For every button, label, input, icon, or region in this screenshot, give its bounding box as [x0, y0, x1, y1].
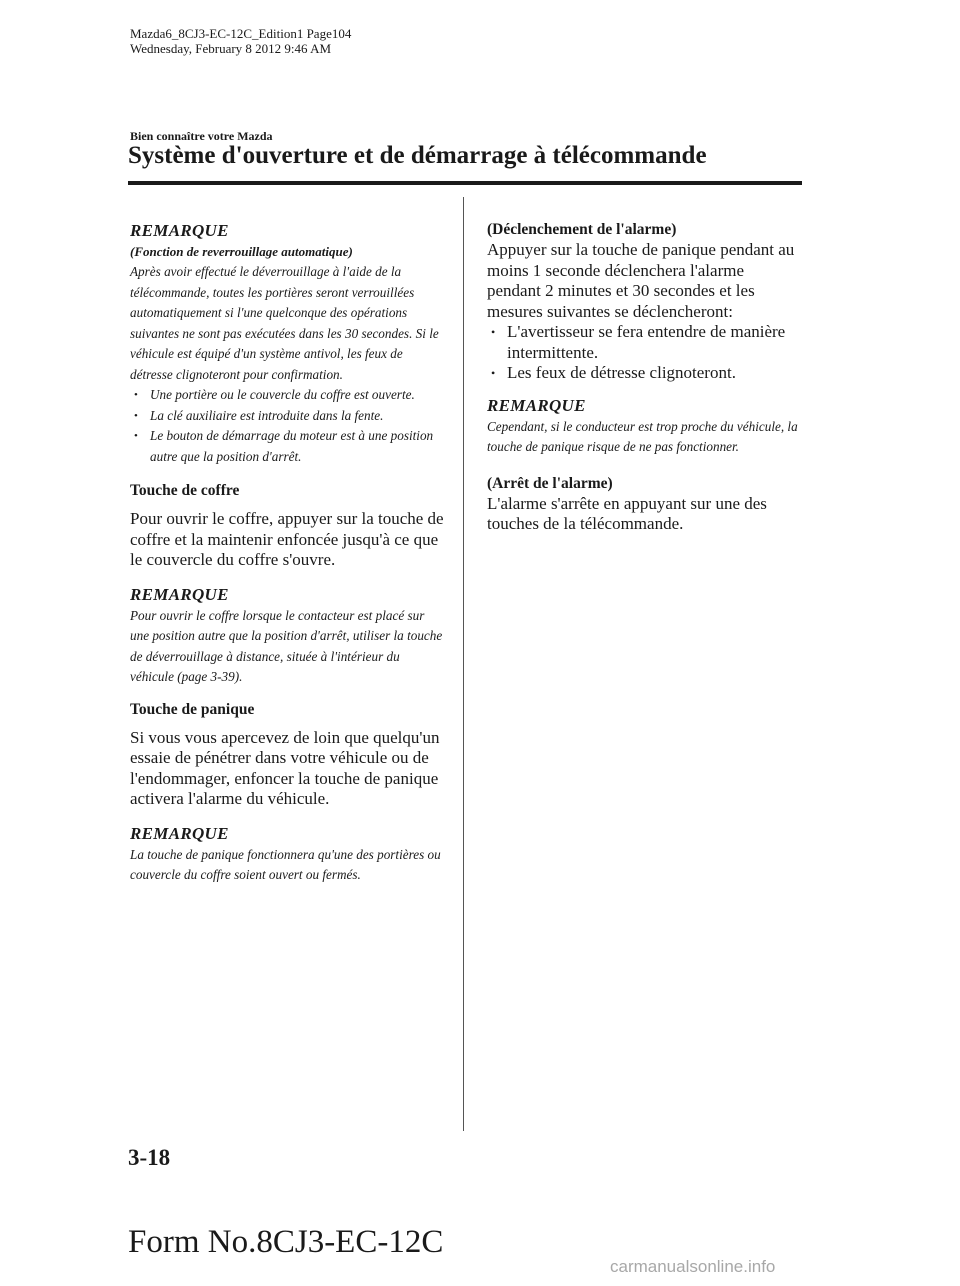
alarm-trigger-section: [487, 220, 802, 384]
remarque-text: La touche de panique fonctionnera qu'une des portières ou couvercle du coffre soient ouvert ou fermés.: [130, 846, 441, 882]
page-number: 3-18: [128, 1145, 171, 1170]
column-divider: [463, 197, 464, 1131]
remarque-heading: REMARQUE: [487, 395, 586, 415]
print-header: [130, 26, 351, 56]
remarque-trunk: [130, 585, 445, 688]
bullet-icon: •: [134, 409, 138, 422]
section-text: Si vous vous apercevez de loin que quelqu'un essaie de pénétrer dans votre véhicule ou de l'endommager, enfoncer la touche de panique activera l'alarme du véhicule.: [130, 727, 440, 808]
list-item: • Les feux de détresse clignoteront.: [491, 363, 736, 382]
bullet-icon: •: [491, 325, 496, 339]
list-item: • La clé auxiliaire est introduite dans la fente.: [130, 406, 445, 427]
bullet-icon: •: [134, 389, 138, 401]
remarque-subheading: (Fonction de reverrouillage automatique): [130, 244, 353, 259]
print-header-file: Mazda6_8CJ3-EC-12C_Edition1 Page104: [130, 26, 352, 41]
remarque-heading: REMARQUE: [130, 823, 229, 843]
section-text: Appuyer sur la touche de panique pendant au moins 1 seconde déclenchera l'alarme pendant 2 minutes et 30 secondes et les mesures suivantes se déclencheront:: [487, 240, 795, 321]
page-title: Système d'ouverture et de démarrage à télécommande: [128, 142, 707, 169]
section-text: L'alarme s'arrête en appuyant sur une des touches de la télécommande.: [487, 493, 767, 533]
watermark: carmanualsonline.info: [610, 1257, 776, 1276]
remarque-alarm: [487, 396, 802, 458]
remarque-panic: [130, 824, 445, 886]
remarque-bullet-list: [130, 385, 445, 467]
section-label: Bien connaître votre Mazda: [130, 129, 273, 143]
print-header-date: Wednesday, February 8 2012 9:46 AM: [130, 41, 332, 56]
bullet-icon: •: [491, 366, 496, 380]
remarque-text: Pour ouvrir le coffre lorsque le contacteur est placé sur une position autre que la position d'arrêt, utiliser la touche de déverrouillage à distance, située à l'intérieur du véhicule (page 3-39).: [130, 607, 443, 684]
form-number: Form No.8CJ3-EC-12C: [128, 1224, 444, 1260]
section-heading: Touche de coffre: [130, 482, 240, 499]
trunk-button-section: [130, 481, 445, 571]
remarque-auto-relock: [130, 221, 445, 467]
remarque-heading: REMARQUE: [130, 584, 229, 604]
section-heading: (Arrêt de l'alarme): [487, 474, 613, 492]
section-heading: (Déclenchement de l'alarme): [487, 221, 677, 238]
alarm-stop-section: [487, 474, 802, 535]
remarque-text: Après avoir effectué le déverrouillage à l'aide de la télécommande, toutes les portières seront verrouillées automatiquement si l'une quelconque des opérations suivantes ne sont pas exécutées dans les 30 secondes. Si le véhicule est équipé d'un système antivol, les feux de détresse clignoteront pour confirmation.: [130, 264, 439, 382]
panic-button-section: [130, 700, 445, 810]
bullet-icon: •: [134, 430, 138, 442]
title-rule: [128, 181, 802, 185]
remarque-text: Cependant, si le conducteur est trop proche du véhicule, la touche de panique risque de ne pas fonctionner.: [487, 418, 798, 454]
alarm-effects-list: [487, 322, 802, 384]
list-item: • L'avertisseur se fera entendre de manière intermittente.: [491, 322, 786, 362]
left-column: [130, 200, 445, 886]
list-item: • Une portière ou le couvercle du coffre est ouverte.: [130, 385, 445, 406]
right-column: [487, 200, 802, 535]
remarque-heading: REMARQUE: [130, 221, 229, 240]
section-heading: Touche de panique: [130, 700, 255, 718]
list-item: • Le bouton de démarrage du moteur est à une position autre que la position d'arrêt.: [134, 428, 434, 464]
section-text: Pour ouvrir le coffre, appuyer sur la touche de coffre et la maintenir enfoncée jusqu'à ce que le couvercle du coffre s'ouvre.: [130, 509, 444, 569]
